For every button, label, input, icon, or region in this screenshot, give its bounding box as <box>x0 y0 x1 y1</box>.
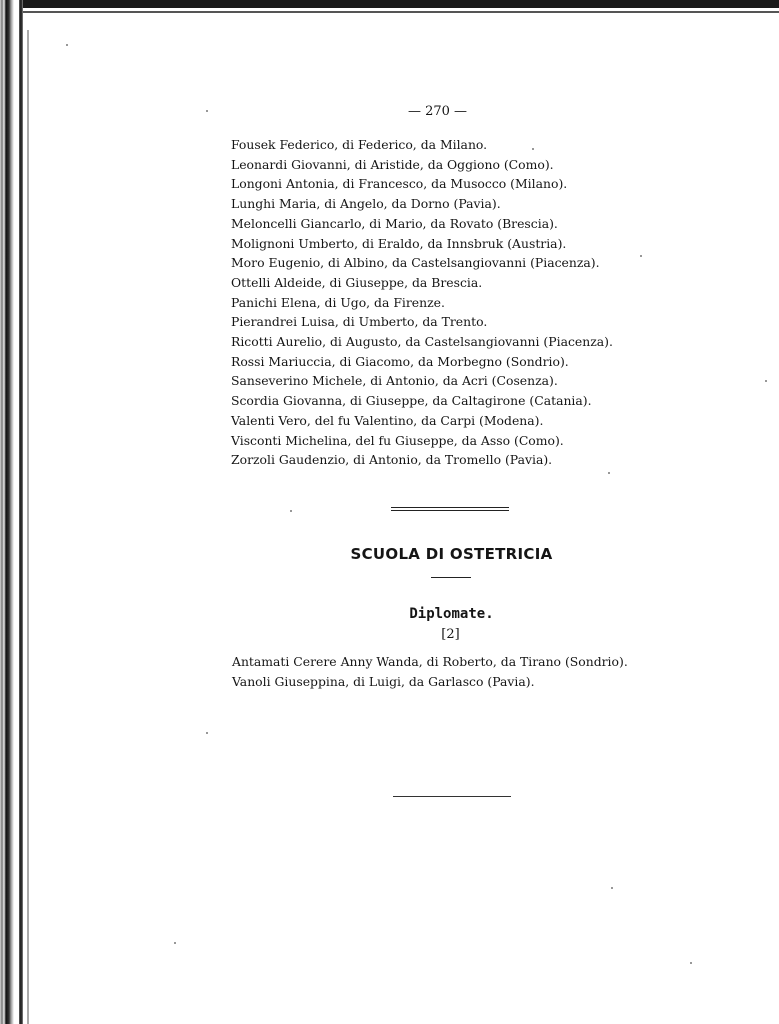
entry-count: [2] <box>441 627 460 642</box>
graduate-list <box>232 652 628 692</box>
scan-speck <box>206 732 208 734</box>
scan-left-edge-line <box>19 0 23 1024</box>
list-item: Vanoli Giuseppina, di Luigi, da Garlasco (Pavia). <box>232 674 535 689</box>
scan-speck <box>765 380 767 382</box>
scan-speck <box>640 255 642 257</box>
student-list <box>231 135 613 470</box>
list-item: Zorzoli Gaudenzio, di Antonio, da Tromello (Pavia). <box>231 452 553 468</box>
list-item: Molignoni Umberto, di Eraldo, da Innsbruk (Austria). <box>231 235 567 251</box>
list-item: Sanseverino Michele, di Antonio, da Acri (Cosenza). <box>231 373 558 389</box>
end-divider <box>393 796 511 797</box>
subsection-title: Diplomate. <box>409 606 494 622</box>
list-item: Leonardi Giovanni, di Aristide, da Oggiono (Como). <box>231 156 554 172</box>
title-underline <box>431 577 471 578</box>
scan-top-edge <box>20 0 779 8</box>
list-item: Valenti Vero, del fu Valentino, da Carpi (Modena). <box>231 412 544 428</box>
page-number: — 270 — <box>407 104 468 119</box>
list-item: Meloncelli Giancarlo, di Mario, da Rovato (Brescia). <box>231 215 558 231</box>
list-item: Lunghi Maria, di Angelo, da Dorno (Pavia). <box>231 196 501 212</box>
list-item: Panichi Elena, di Ugo, da Firenze. <box>231 294 445 310</box>
section-title: SCUOLA DI OSTETRICIA <box>350 545 553 563</box>
list-item: Longoni Antonia, di Francesco, da Musocco (Milano). <box>231 176 568 192</box>
list-item: Moro Eugenio, di Albino, da Castelsangiovanni (Piacenza). <box>231 255 600 271</box>
scan-speck <box>690 962 692 964</box>
list-item: Ottelli Aldeide, di Giuseppe, da Brescia. <box>231 274 483 290</box>
scan-speck <box>290 510 292 512</box>
list-item: Antamati Cerere Anny Wanda, di Roberto, da Tirano (Sondrio). <box>232 654 628 669</box>
scan-speck <box>66 44 68 46</box>
section-divider-double <box>391 507 509 511</box>
scan-speck <box>608 472 610 474</box>
list-item: Fousek Federico, di Federico, da Milano. <box>231 137 488 152</box>
scan-left-edge <box>0 0 14 1024</box>
scan-speck <box>611 887 613 889</box>
scan-speck <box>532 148 534 150</box>
scan-left-edge-faint-line <box>27 30 29 1024</box>
scan-top-edge-line <box>20 11 779 13</box>
list-item: Visconti Michelina, del fu Giuseppe, da Asso (Como). <box>231 432 564 448</box>
scan-speck <box>206 110 208 112</box>
scan-speck <box>174 942 176 944</box>
list-item: Ricotti Aurelio, di Augusto, da Castelsangiovanni (Piacenza). <box>231 334 613 350</box>
list-item: Scordia Giovanna, di Giuseppe, da Caltagirone (Catania). <box>231 393 592 409</box>
list-item: Pierandrei Luisa, di Umberto, da Trento. <box>231 314 488 330</box>
list-item: Rossi Mariuccia, di Giacomo, da Morbegno (Sondrio). <box>231 353 569 369</box>
